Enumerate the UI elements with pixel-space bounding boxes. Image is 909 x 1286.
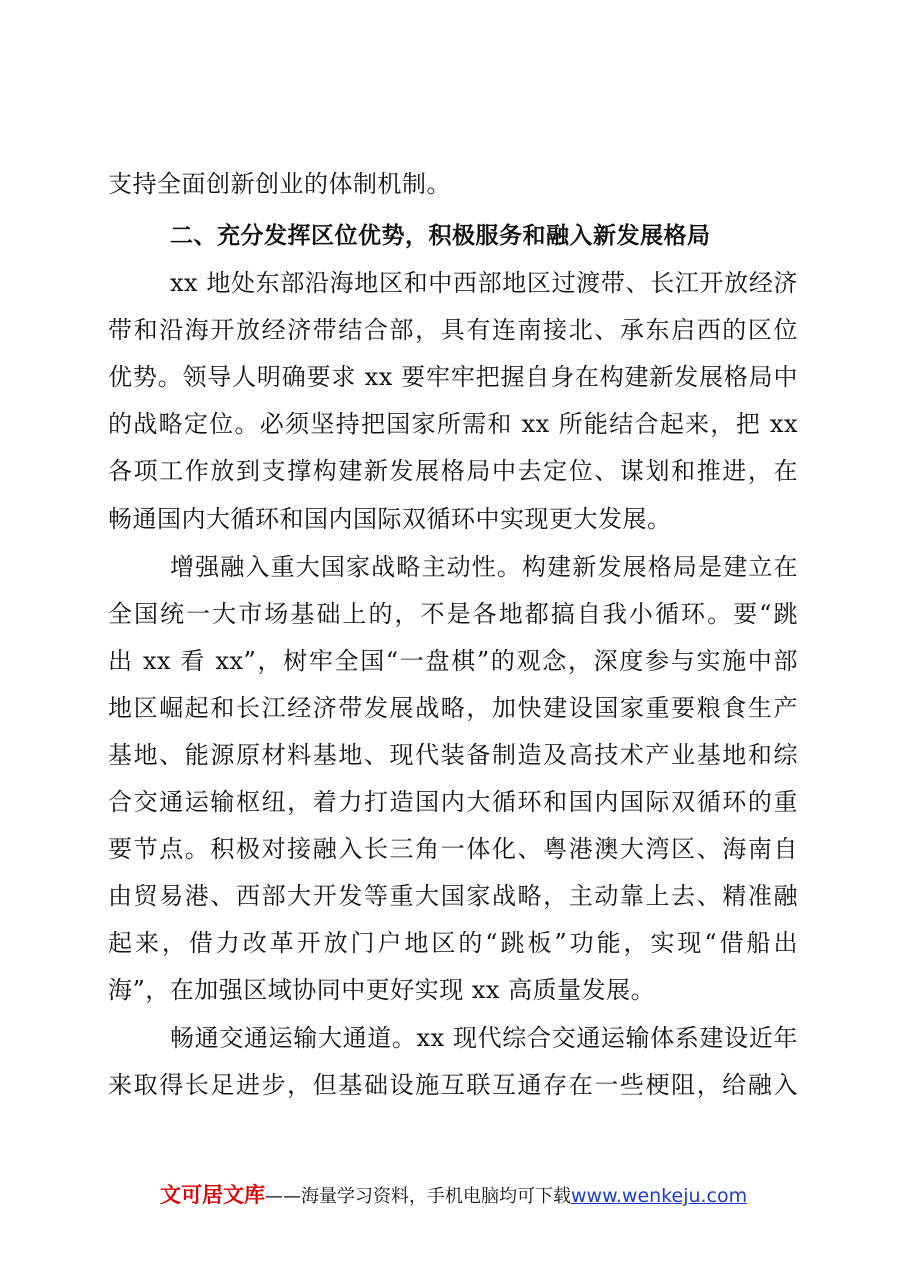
paragraph-line: 地区崛起和长江经济带发展战略，加快建设国家重要粮食生产 — [108, 694, 798, 722]
paragraph-line: 增强融入重大国家战略主动性。构建新发展格局是建立在 — [170, 553, 798, 581]
paragraph-line: 海”，在加强区域协同中更好实现 xx 高质量发展。 — [108, 976, 656, 1004]
paragraph-line: 要节点。积极对接融入长三角一体化、粤港澳大湾区、海南自 — [108, 835, 798, 863]
paragraph-line: 基地、能源原材料基地、现代装备制造及高技术产业基地和综 — [108, 741, 798, 769]
paragraph-line: xx 地处东部沿海地区和中西部地区过渡带、长江开放经济 — [170, 269, 798, 297]
paragraph-line: 合交通运输枢纽，着力打造国内大循环和国内国际双循环的重 — [108, 788, 798, 816]
paragraph-line: 出 xx 看 xx”，树牢全国“一盘棋”的观念，深度参与实施中部 — [108, 647, 798, 675]
footer-description: ——海量学习资料，手机电脑均可下载 — [265, 1186, 571, 1207]
section-heading: 二、充分发挥区位优势，积极服务和融入新发展格局 — [170, 223, 711, 249]
paragraph-line: 各项工作放到支撑构建新发展格局中去定位、谋划和推进，在 — [108, 457, 798, 485]
paragraph-line: 来取得长足进步，但基础设施互联互通存在一些梗阻，给融入 — [108, 1071, 798, 1099]
paragraph-line: 带和沿海开放经济带结合部，具有连南接北、承东启西的区位 — [108, 316, 798, 344]
footer-url-link[interactable]: www.wenkeju.com — [571, 1185, 748, 1207]
paragraph-line: 畅通国内大循环和国内国际双循环中实现更大发展。 — [108, 505, 672, 533]
paragraph-line: 全国统一大市场基础上的，不是各地都搞自我小循环。要“跳 — [108, 600, 798, 628]
paragraph-line: 的战略定位。必须坚持把国家所需和 xx 所能结合起来，把 xx — [108, 410, 798, 438]
paragraph-line: 起来，借力改革开放门户地区的“跳板”功能，实现“借船出 — [108, 929, 798, 957]
paragraph-line: 畅通交通运输大通道。xx 现代综合交通运输体系建设近年 — [170, 1024, 798, 1052]
paragraph-line: 优势。领导人明确要求 xx 要牢牢把握自身在构建新发展格局中 — [108, 363, 798, 391]
paragraph-line: 由贸易港、西部大开发等重大国家战略，主动靠上去、精准融 — [108, 882, 798, 910]
footer-brand: 文可居文库 — [160, 1183, 265, 1207]
paragraph-line: 支持全面创新创业的体制机制。 — [108, 170, 451, 198]
footer-banner — [160, 1180, 747, 1210]
